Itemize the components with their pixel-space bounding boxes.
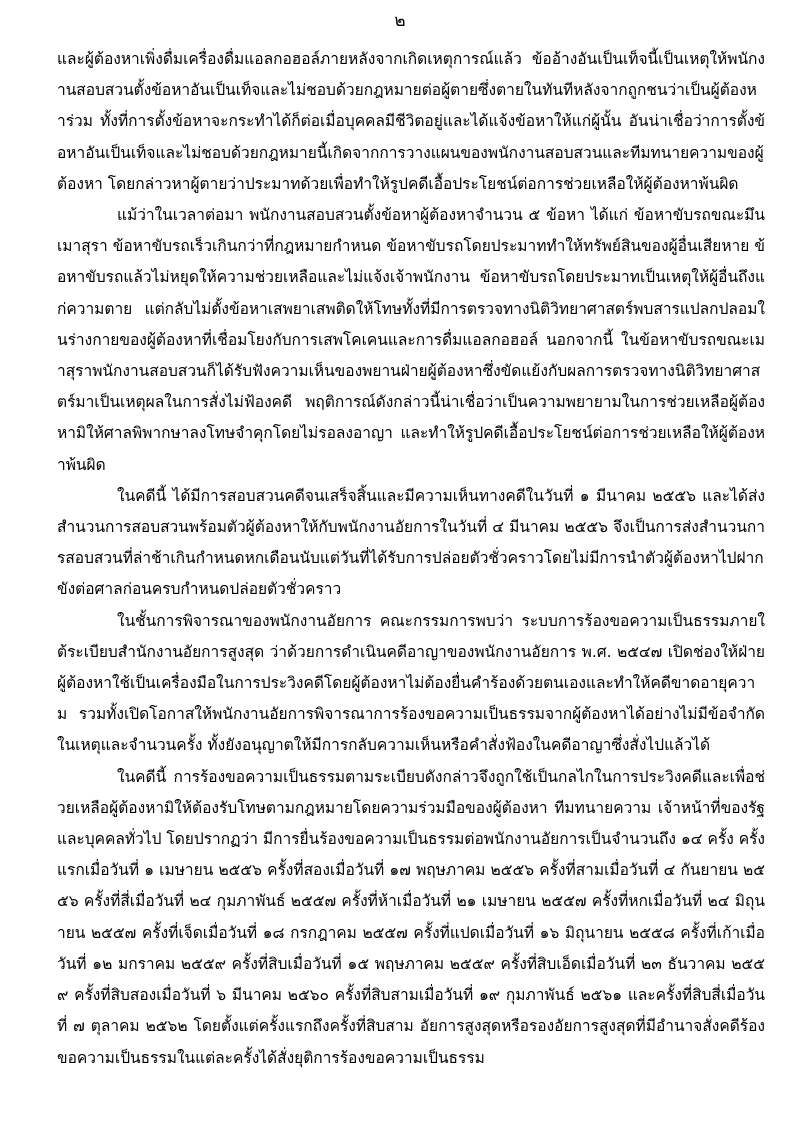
page-number: ๒ xyxy=(394,11,406,31)
paragraph-5: ในคดีนี้ การร้องขอความเป็นธรรมตามระเบียบดังกล่าวจึงถูกใช้เป็นกลไกในการประวิงคดีและเพื่อช่วยเหลือผู้ต้องหามิให้ต้องรับโทษตามกฎหมายโดยความร่วมมือของผู้ต้องหา ทีมทนายความ เจ้าหน้าที่ของรัฐ และบุคคลทั่วไป โดยปรากฏว่า มีการยื่นร้องขอความเป็นธรรมต่อพนักงานอัยการเป็นจำนวนถึง ๑๔ ครั้ง ครั้งแรกเมื่อวันที่ ๑ เมษายน ๒๕๕๖ ครั้งที่สองเมื่อวันที่ ๑๗ พฤษภาคม ๒๕๕๖ ครั้งที่สามเมื่อวันที่ ๔ กันยายน ๒๕๕๖ ครั้งที่สี่เมื่อวันที่ ๒๔ กุมภาพันธ์ ๒๕๕๗ ครั้งที่ห้าเมื่อวันที่ ๒๑ เมษายน ๒๕๕๗ ครั้งที่หกเมื่อวันที่ ๒๔ มิถุนายน ๒๕๕๗ ครั้งที่เจ็ดเมื่อวันที่ ๑๘ กรกฎาคม ๒๕๕๗ ครั้งที่แปดเมื่อวันที่ ๑๖ มิถุนายน ๒๕๕๘ ครั้งที่เก้าเมื่อวันที่ ๑๒ มกราคม ๒๕๕๙ ครั้งที่สิบเมื่อวันที่ ๑๕ พฤษภาคม ๒๕๕๙ ครั้งที่สิบเอ็ดเมื่อวันที่ ๒๓ ธันวาคม ๒๕๕๙ ครั้งที่สิบสองเมื่อวันที่ ๖ มีนาคม ๒๕๖๐ ครั้งที่สิบสามเมื่อวันที่ ๑๙ กุมภาพันธ์ ๒๕๖๑ และครั้งที่สิบสี่เมื่อวันที่ ๗ ตุลาคม ๒๕๖๒ โดยตั้งแต่ครั้งแรกถึงครั้งที่สิบสาม อัยการสูงสุดหรือรองอัยการสูงสุดที่มีอำนาจสั่งคดีร้องขอความเป็นธรรมในแต่ละครั้งได้สั่งยุติการร้องขอความเป็นธรรม xyxy=(57,767,765,1067)
document-body xyxy=(57,44,765,1074)
paragraph-2: แม้ว่าในเวลาต่อมา พนักงานสอบสวนตั้งข้อหาผู้ต้องหาจำนวน ๕ ข้อหา ได้แก่ ข้อหาขับรถขณะมึนเมาสุรา ข้อหาขับรถเร็วเกินกว่าที่กฎหมายกำหนด ข้อหาขับรถโดยประมาททำให้ทรัพย์สินของผู้อื่นเสียหาย ข้อหาขับรถแล้วไม่หยุดให้ความช่วยเหลือและไม่แจ้งเจ้าพนักงาน ข้อหาขับรถโดยประมาทเป็นเหตุให้ผู้อื่นถึงแก่ความตาย แต่กลับไม่ตั้งข้อหาเสพยาเสพติดให้โทษทั้งที่มีการตรวจทางนิติวิทยาศาสตร์พบสารแปลกปลอมในร่างกายของผู้ต้องหาที่เชื่อมโยงกับการเสพโคเคนและการดื่มแอลกอฮอล์ นอกจากนี้ ในข้อหาขับรถขณะเมาสุราพนักงานสอบสวนก็ได้รับฟังความเห็นของพยานฝ่ายผู้ต้องหาซึ่งขัดแย้งกับผลการตรวจทางนิติวิทยาศาสตร์มาเป็นเหตุผลในการสั่งไม่ฟ้องคดี พฤติการณ์ดังกล่าวนี้น่าเชื่อว่าเป็นความพยายามในการช่วยเหลือผู้ต้องหามิให้ศาลพิพากษาลงโทษจำคุกโดยไม่รอลงอาญา และทำให้รูปคดีเอื้อประโยชน์ต่อการช่วยเหลือให้ผู้ต้องหาพ้นผิด xyxy=(57,206,765,474)
paragraph-4: ในชั้นการพิจารณาของพนักงานอัยการ คณะกรรมการพบว่า ระบบการร้องขอความเป็นธรรมภายใต้ระเบียบสำนักงานอัยการสูงสุด ว่าด้วยการดำเนินคดีอาญาของพนักงานอัยการ พ.ศ. ๒๕๔๗ เปิดช่องให้ฝ่ายผู้ต้องหาใช้เป็นเครื่องมือในการประวิงคดีโดยผู้ต้องหาไม่ต้องยื่นคำร้องด้วยตนเองและทำให้คดีขาดอายุความ รวมทั้งเปิดโอกาสให้พนักงานอัยการพิจารณาการร้องขอความเป็นธรรมจากผู้ต้องหาได้อย่างไม่มีข้อจำกัดในเหตุและจำนวนครั้ง ทั้งยังอนุญาตให้มีการกลับความเห็นหรือคำสั่งฟ้องในคดีอาญาซึ่งสั่งไปแล้วได้ xyxy=(57,611,765,755)
paragraph-1: และผู้ต้องหาเพิ่งดื่มเครื่องดื่มแอลกอฮอล์ภายหลังจากเกิดเหตุการณ์แล้ว ข้ออ้างอันเป็นเท็จนี้เป็นเหตุให้พนักงานสอบสวนตั้งข้อหาอันเป็นเท็จและไม่ชอบด้วยกฎหมายต่อผู้ตายซึ่งตายในทันทีหลังจากถูกชนว่าเป็นผู้ต้องหาร่วม ทั้งที่การตั้งข้อหาจะกระทำได้ก็ต่อเมื่อบุคคลมีชีวิตอยู่และได้แจ้งข้อหาให้แก่ผู้นั้น อันน่าเชื่อว่าการตั้งข้อหาอันเป็นเท็จและไม่ชอบด้วยกฎหมายนี้เกิดจากการวางแผนของพนักงานสอบสวนและทีมทนายความของผู้ต้องหา โดยกล่าวหาผู้ตายว่าประมาทด้วยเพื่อทำให้รูปคดีเอื้อประโยชน์ต่อการช่วยเหลือให้ผู้ต้องหาพ้นผิด xyxy=(57,50,765,193)
paragraph-3: ในคดีนี้ ได้มีการสอบสวนคดีจนเสร็จสิ้นและมีความเห็นทางคดีในวันที่ ๑ มีนาคม ๒๕๕๖ และได้ส่งสำนวนการสอบสวนพร้อมตัวผู้ต้องหาให้กับพนักงานอัยการในวันที่ ๔ มีนาคม ๒๕๕๖ จึงเป็นการส่งสำนวนการสอบสวนที่ล่าช้าเกินกำหนดหกเดือนนับแต่วันที่ได้รับการปล่อยตัวชั่วคราวโดยไม่มีการนำตัวผู้ต้องหาไปฝากขังต่อศาลก่อนครบกำหนดปล่อยตัวชั่วคราว xyxy=(57,486,765,599)
